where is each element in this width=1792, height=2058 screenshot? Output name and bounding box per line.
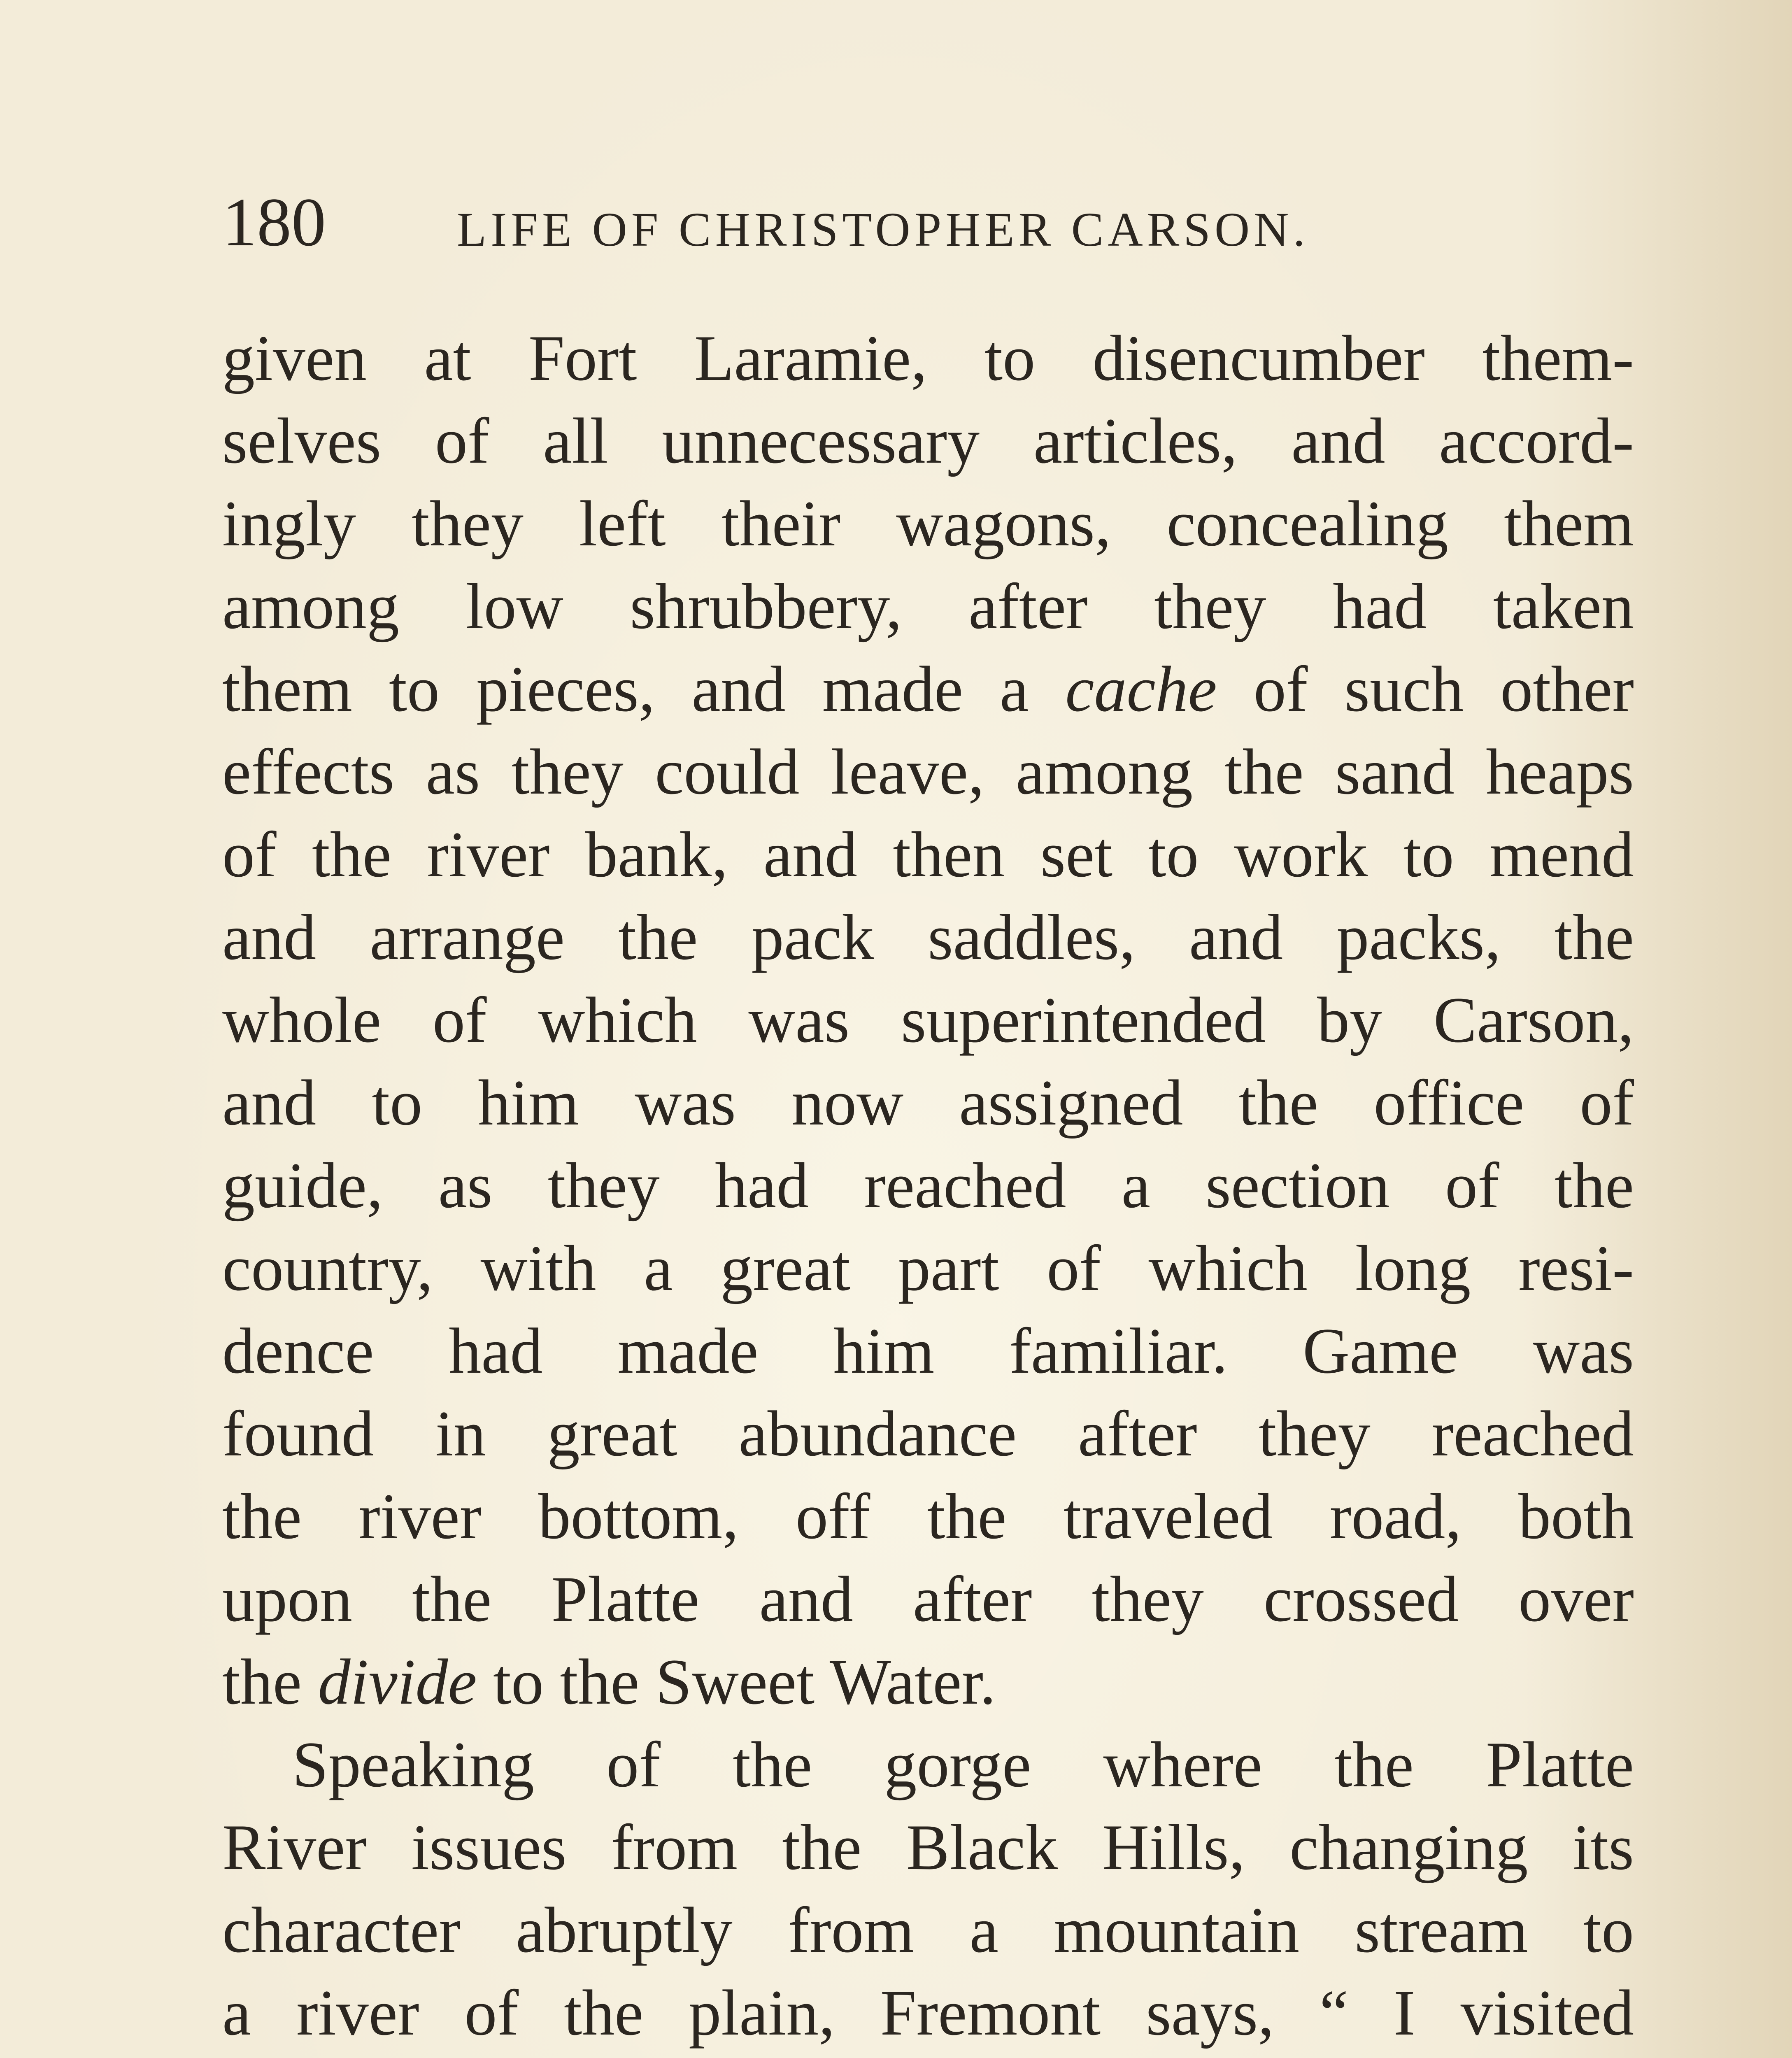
italic-word: divide — [318, 1646, 477, 1718]
text-line: guide, as they had reached a section of the — [222, 1150, 1634, 1222]
text-line: found in great abundance after they reached — [222, 1398, 1634, 1470]
text-line: and arrange the pack saddles, and packs, the — [222, 901, 1634, 973]
italic-word: cache — [1065, 653, 1217, 725]
page-number: 180 — [222, 184, 326, 261]
text-line: country, with a great part of which long resi- — [222, 1232, 1634, 1304]
text-line: given at Fort Laramie, to disencumber them- — [222, 322, 1634, 394]
text-line: effects as they could leave, among the sand heaps — [222, 736, 1634, 808]
text-line: the river bottom, off the traveled road, both — [222, 1481, 1634, 1553]
text-line: whole of which was superintended by Carson, — [222, 984, 1634, 1056]
text-line: River issues from the Black Hills, changing its — [222, 1811, 1634, 1883]
text-line: Speaking of the gorge where the Platte — [292, 1729, 1634, 1801]
text-line: of the river bank, and then set to work to mend — [222, 819, 1634, 891]
text-line: a river of the plain, Fremont says, “ I visited — [222, 1977, 1634, 2049]
text-line — [222, 648, 1634, 731]
text-line: among low shrubbery, after they had taken — [222, 570, 1634, 643]
running-head: LIFE OF CHRISTOPHER CARSON. — [457, 203, 1309, 256]
text-line: ingly they left their wagons, concealing them — [222, 488, 1634, 560]
text-segment: to the Sweet Water. — [477, 1646, 996, 1718]
text-segment: the — [222, 1646, 318, 1718]
page-header — [222, 181, 1638, 263]
text-segment: of such other — [1217, 653, 1634, 725]
text-line: and to him was now assigned the office of — [222, 1067, 1634, 1139]
text-line: dence had made him familiar. Game was — [222, 1315, 1634, 1387]
text-line: character abruptly from a mountain stream to — [222, 1894, 1634, 1966]
body-text — [222, 317, 1634, 2058]
text-segment: them to pieces, and made a — [222, 653, 1066, 725]
text-line: selves of all unnecessary articles, and accord- — [222, 405, 1634, 477]
text-line — [222, 1641, 1634, 1723]
text-line — [222, 2054, 1634, 2058]
text-line: upon the Platte and after they crossed over — [222, 1563, 1634, 1635]
